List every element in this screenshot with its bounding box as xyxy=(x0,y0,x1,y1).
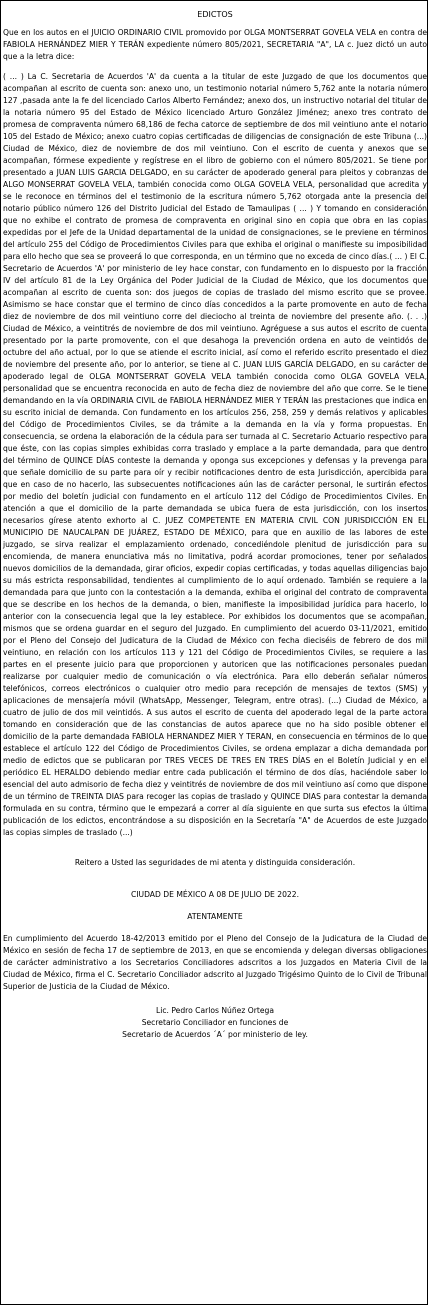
edict-document xyxy=(3,3,427,1041)
place-date: CIUDAD DE MÉXICO A 08 DE JULIO DE 2022. xyxy=(130,890,299,899)
signatory-name: Lic. Pedro Carlos Núñez Ortega xyxy=(156,1006,274,1015)
atentamente-label: ATENTAMENTE xyxy=(187,912,243,921)
signatory-role: Secretario Conciliador en funciones de xyxy=(141,1018,289,1027)
body-paragraph: ( ... ) La C. Secretaria de Acuerdos 'A' da cuenta a la titular de este Juzgado de que los documentos que acompañan al escrito de cuenta son: anexo uno, un testimonio notarial número 5,762 ante la notaria número 127 ,pasada ante la fe del licenciado Carlos Alberto Fernández; anexo dos, un instructivo notarial del titular de la notaria número 95 del Estado de México licenciado Arturo González Jiménez; anexo tres contrato de promesa de compraventa número 68,186 de fecha catorce de septiembre de dos mil veintiuno ante el notario 105 del Estado de México; anexo cuatro copias certificadas de diligencias de consignación de este Tribuna (...) Ciudad de México, diez de noviembre de dos mil veintiuno. Con el escrito de cuenta y anexos que se acompañan, fórmese expediente y regístrese en el libro de gobierno con el número 805/2021. Se tiene por presentado a JUAN LUIS GARCIA DELGADO, en su carácter de apoderado general para pleitos y cobranzas de ALGO MONSERRAT GOVELA VELA, también conocida como OLGA GOVELA VELA, personalidad que acredita y se le reconoce en términos del el testimonio de la escritura número 5,762 otorgada ante la presencia del notario público número 126 del Distrito Judicial del Estado de Tamaulipas ( ... ) Y tomando en consideración que no exhibe el contrato de promesa de compraventa en original sino en copia que obra en las copias expedidas por el Jefe de la Unidad departamental de la unidad de consignaciones, se le previene en términos del artículo 255 del Código de Procedimientos Civiles para que exhiba el original o manifieste su imposibilidad para ello hecho que sea se proveerá lo que corresponda, en un término que no exceda de cinco días.( ... ) El C. Secretario de Acuerdos 'A' por ministerio de ley hace constar, con fundamento en lo dispuesto por la fracción IV del artículo 81 de la Ley Orgánica del Poder Judicial de la Ciudad de México, que los documentos que acompañan al escrito de cuenta son: dos juegos de copias de traslado del mismo escrito que se provee. Asimismo se hace constar que el termino de cinco días concedidos a la parte promovente en auto de fecha diez de noviembre de dos mil veintiuno corre del dieciocho al treinta de noviembre del presente año. (. . .) Ciudad de México, a veintitrés de noviembre de dos mil veintiuno. Agréguese a sus autos el escrito de cuenta presentado por la parte promovente, con el que desahoga la prevención ordena en auto de veintidós de octubre del año actual, por lo que se atiende el escrito inicial, así como el referido escrito presentado el diez de noviembre del presente año, por lo anterior, se tiene al C. JUAN LUIS GARCÍA DELGADO, en su carácter de apoderado legal de OLGA MONTSERRAT GOVELA VELA también conocida como OLGA GOVELA VELA, personalidad que se encuentra reconocida en auto de fecha diez de noviembre del año que corre. Se le tiene demandando en la vía ORDINARIA CIVIL de FABIOLA HERNÁNDEZ MIER Y TERÁN las prestaciones que indica en su escrito inicial de demanda. Con fundamento en los artículos 256, 258, 259 y demás relativos y aplicables del Código de Procedimientos Civiles, se da trámite a la demanda en la vía y forma propuestas. En consecuencia, se ordena la elaboración de la cédula para ser turnada al C. Secretario Actuario respectivo para que éste, con las copias simples exhibidas corra traslado y emplace a la parte demandada, para que dentro del término de QUINCE DÍAS conteste la demanda y oponga sus excepciones y defensas y la prevenga para que señale domicilio de su parte para oír y recibir notificaciones dentro de esta Jurisdicción, apercibida para que en caso de no hacerlo, las subsecuentes notificaciones aún las de carácter personal, le surtirán efectos por medio del boletín judicial con fundamento en el artículo 112 del Código de Procedimientos Civiles. En atención a que el domicilio de la parte demandada se ubica fuera de esta jurisdicción, con los insertos necesarios gírese atento exhorto al C. JUEZ COMPETENTE EN MATERIA CIVIL CON JURISDICCIÓN EN EL MUNICIPIO DE NAUCALPAN DE JUÁREZ, ESTADO DE MÉXICO, para que en auxilio de las labores de este juzgado, se sirva realizar el emplazamiento ordenado, concediéndole plenitud de jurisdicción para su encomienda, de manera enunciativa más no limitativa, podrá acordar promociones, tener por señalados nuevos domicilios de la demandada, girar oficios, expedir copias certificadas, y todas aquellas diligencias bajo su más estricta responsabilidad, tendientes al cumplimiento de lo aquí ordenado. También se requiere a la demandada para que junto con la contestación a la demanda, exhiba el original del contrato de compraventa que se describe en los hechos de la demanda, o bien, manifieste la imposibilidad jurídica para hacerlo, lo anterior con la consecuencia legal que la ley establece. Por exhibidos los documentos que se acompañan, mismos que se ordena guardar en el seguro del Juzgado. En cumplimiento del acuerdo 03-11/2021, emitido por el Pleno del Consejo del Judicatura de la Ciudad de México con fecha dieciséis de febrero de dos mil veintiuno, en relación con los artículos 113 y 121 del Código de Procedimientos Civiles, se requiere a las partes en el presente juicio para que proporcionen y autoricen que las notificaciones personales puedan realizarse por cualquier medio de comunicación o vía electrónica. Para ello deberán señalar números telefónicos, correos electrónicos o cualquier otro medio para recepción de mensajes de textos (SMS) y aplicaciones de mensajería móvil (WhatsApp, Messenger, Telegram, entre otras). (...) Ciudad de México, a cuatro de julio de dos mil veintidós. A sus autos el escrito de cuenta del apoderado legal de la parte actora tomando en consideración que de las constancias de autos aparece que no ha sido posible obtener el domicilio de la parte demandada FABIOLA HERNANDEZ MIER Y TERAN, en consecuencia en términos de lo que establece el artículo 122 del Código de Procedimientos Civiles, se ordena emplazar a dicha demandada por medio de edictos que se publicaran por TRES VECES DE TRES EN TRES DÍAS en el Boletín Judicial y en el periódico EL HERALDO debiendo mediar entre cada publicación el término de dos días, haciéndole saber lo esencial del auto admisorio de fecha diez y veintitrés de noviembre de dos mil veintiuno así como que dispone de un término de TREINTA DIAS para recoger las copias de traslado y QUINCE DIAS para contestar la demanda formulada en su contra, término que le empezará a correr al día siguiente en que surta sus efectos la última publicación de los edictos, encontrándose a su disposición en la Secretaría "A" de Acuerdos de este Juzgado las copias simples de traslado (...) xyxy=(3,72,427,837)
document-title: EDICTOS xyxy=(197,10,233,19)
signature-block xyxy=(3,1005,427,1041)
signatory-role-2: Secretario de Acuerdos ´A´ por ministerio de ley. xyxy=(122,1030,308,1039)
closing-courtesy: Reitero a Usted las seguridades de mi atenta y distinguida consideración. xyxy=(74,858,356,867)
intro-paragraph: Que en los autos en el JUICIO ORDINARIO CIVIL promovido por OLGA MONTSERRAT GOVELA VELA en contra de FABIOLA HERNÁNDEZ MIER Y TERÁN expediente número 805/2021, SECRETARIA "A", LA c. Juez dictó un auto que a la letra dice: xyxy=(3,28,427,61)
acuerdo-paragraph: En cumplimiento del Acuerdo 18-42/2013 emitido por el Pleno del Consejo de la Judicatura de la Ciudad de México en sesión de fecha 17 de septiembre de 2013, en que se encomienda y delegan diversas obligaciones de carácter administrativo a los Secretarios Conciliadores adscritos a los Juzgados en Materia Civil de la Ciudad de México, firma el C. Secretario Conciliador adscrito al Juzgado Trigésimo Quinto de lo Civil de Tribunal Superior de Justicia de la Ciudad de México. xyxy=(3,934,427,991)
